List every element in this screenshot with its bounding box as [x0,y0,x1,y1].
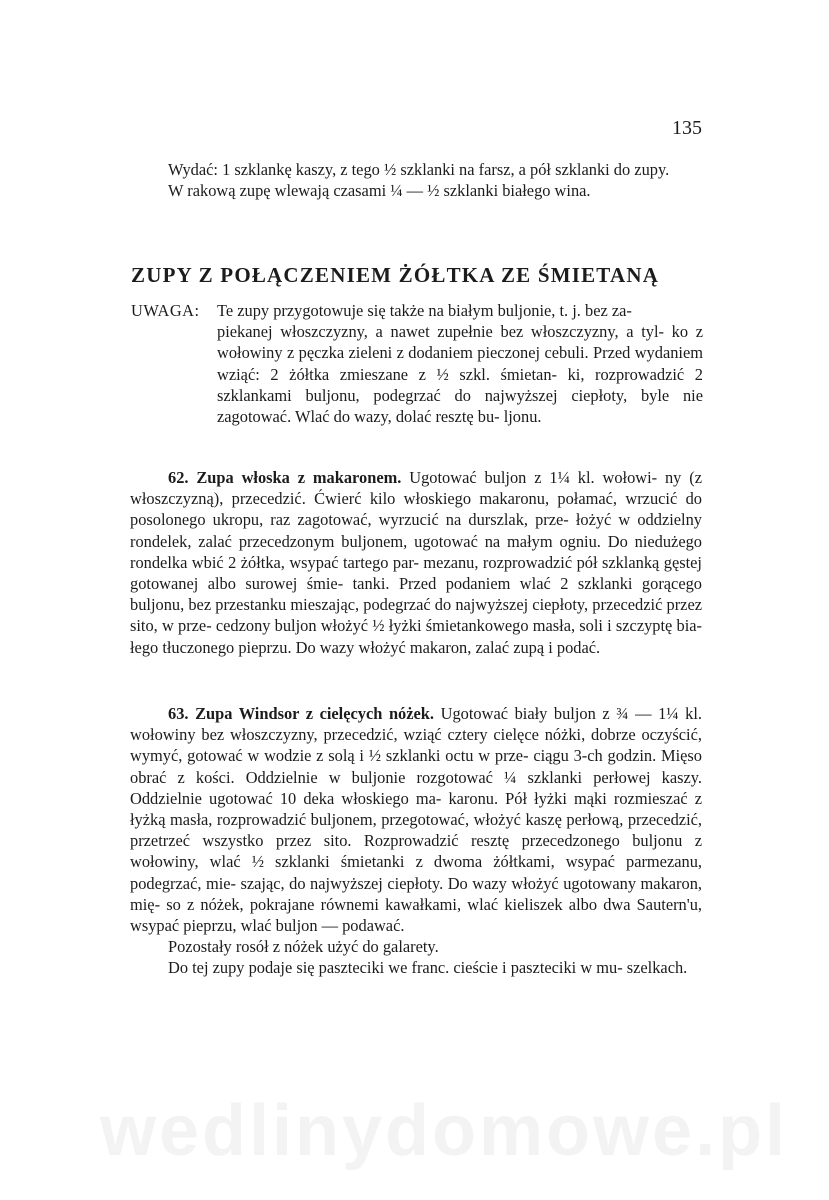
note-label: UWAGA: [131,301,200,320]
recipe-63-paragraph-2: Pozostały rosół z nóżek użyć do galarety. [168,937,439,957]
recipe-63 [130,703,702,979]
recipe-62-title: 62. Zupa włoska z makaronem. [168,468,402,487]
recipe-62-text: Ugotować buljon z 1¼ kl. wołowi- ny (z włoszczyzną), przecedzić. Ćwierć kilo włoskiego makaronu, połamać, wrzucić do posolonego ukropu, raz zagotować, wyrzucić na durszlak, prze- łożyć w oddzielny rondelek, zalać przecedzonym buljonem, ugotować na małym ogniu. Do niedużego rondelka wbić 2 żółtka, wsypać tartego par- mezanu, rozprowadzić pół szklanką gęstej gotowanej albo surowej śmie- tanki. Przed podaniem wlać 2 szklanki gorącego buljonu, bez przestanku mieszając, podegrzać do najwyższej ciepłoty, przecedzić przez sito, w prze- cedzony buljon włożyć ½ łyżki śmietankowego masła, soli i szczyptę bia- łego tłuczonego pieprzu. Do wazy włożyć makaron, zalać zupą i podać. [130,468,702,657]
intro-paragraph-1: Wydać: 1 szklankę kaszy, z tego ½ szklanki na farsz, a pół szklanki do zupy. [168,160,670,179]
note-text [217,300,703,427]
recipe-63-text: Ugotować biały buljon z ¾ — 1¼ kl. wołowiny bez włoszczyzny, przecedzić, wziąć cztery cielęce nóżki, dobrze oczyścić, wymyć, gotować w wodzie z solą i ½ szklanki octu w prze- ciągu 3-ch godzin. Mięso obrać z kości. Oddzielnie w buljonie rozgotować ¼ szklanki perłowej kaszy. Oddzielnie ugotować 10 deka włoskiego ma- karonu. Pół łyżki mąki rozmieszać z łyżką masła, rozprowadzić buljonem, przegotować, włożyć kaszę perłową, przecedzić, przetrzeć wszystko przez sito. Rozprowadzić resztę przecedzonego buljonu z wołowiny, wlać ½ szklanki śmietanki z dwoma żółtkami, wsypać parmezanu, podegrzać, mie- szając, do najwyższej ciepłoty. Do wazy włożyć ugotowany makaron, mię- so z nóżek, pokrajane równemi kawałkami, wlać kieliszek albo dwa Sautern'u, wsypać pieprzu, wlać buljon — podawać. [130,704,702,936]
intro-section [130,159,702,201]
recipe-63-paragraph-3: Do tej zupy podaje się paszteciki we franc. cieście i paszteciki w mu- szelkach. [168,958,688,978]
watermark: wedlinydomowe.pl [100,1091,789,1171]
recipe-63-title: 63. Zupa Windsor z cielęcych nóżek. [168,704,435,723]
section-heading: ZUPY Z POŁĄCZENIEM ŻÓŁTKA ZE ŚMIETANĄ [131,263,660,287]
note-block [131,300,703,427]
page-number: 135 [672,117,702,139]
intro-paragraph-2: W rakową zupę wlewają czasami ¼ — ½ szklanki białego wina. [168,181,591,201]
note-first-line: Te zupy przygotowuje się także na białym buljonie, t. j. bez za- [217,301,632,320]
note-rest: piekanej włoszczyzny, a nawet zupełnie bez włoszczyzny, a tyl- ko z wołowiny z pęczka zieleni z dodaniem pieczonej cebuli. Przed wydaniem wziąć: 2 żółtka zmieszane z ½ szkl. śmietan- ki, rozprowadzić 2 szklankami buljonu, podegrzać do najwyższej ciepłoty, byle nie zagotować. Wlać do wazy, dolać resztę bu- ljonu. [217,322,703,427]
recipe-62 [130,467,702,658]
